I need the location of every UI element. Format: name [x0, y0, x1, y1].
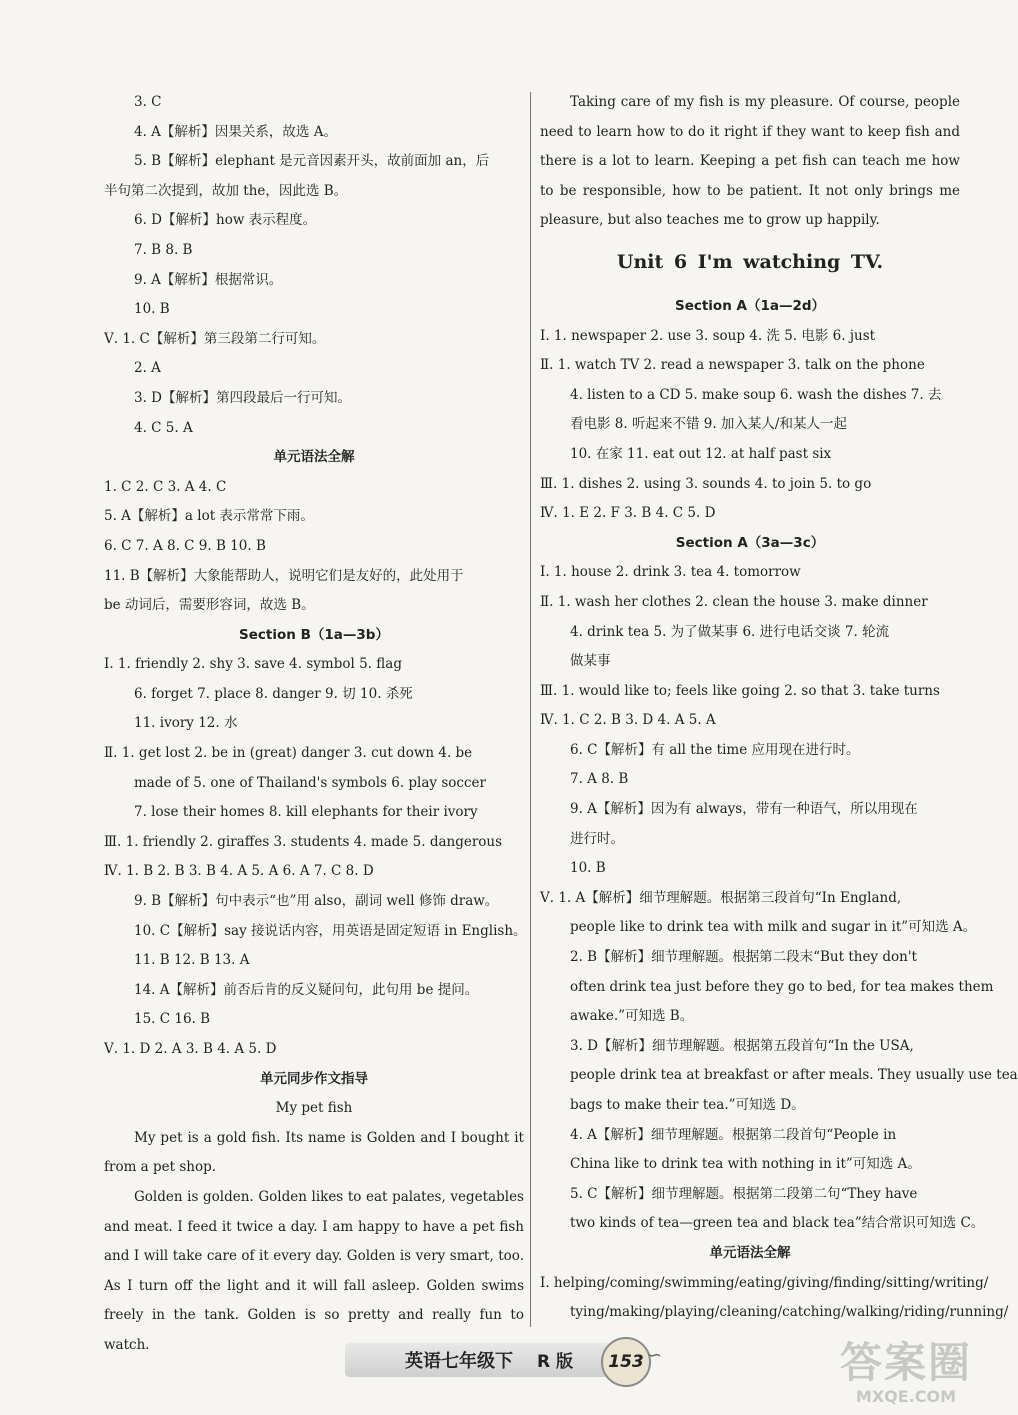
answer-line: Ⅰ. helping/coming/swimming/eating/giving/finding/sitting/writing/: [540, 1274, 989, 1291]
edition-label: R 版: [537, 1352, 574, 1372]
answer-line: Ⅰ. 1. house 2. drink 3. tea 4. tomorrow: [540, 564, 801, 581]
answer-line: China like to drink tea with nothing in it”可知选 A。: [570, 1156, 921, 1173]
essay-title: My pet fish: [275, 1100, 353, 1117]
answer-line: often drink tea just before they go to bed, for tea makes them: [570, 978, 994, 995]
answer-line: 10. B: [134, 301, 170, 318]
answer-line: 6. D【解析】how 表示程度。: [134, 212, 317, 229]
answer-line: Ⅱ. 1. get lost 2. be in (great) danger 3. cut down 4. be: [104, 745, 473, 762]
answer-line: 4. A【解析】因果关系，故选 A。: [134, 123, 337, 140]
answer-line: 1. C 2. C 3. A 4. C: [104, 478, 227, 495]
answer-line: 3. C: [134, 94, 162, 110]
answer-line: 15. C 16. B: [134, 1011, 211, 1028]
answer-line: 4. C 5. A: [134, 419, 193, 436]
answer-line: Ⅱ. 1. watch TV 2. read a newspaper 3. talk on the phone: [540, 357, 925, 374]
answer-line: Ⅲ. 1. would like to; feels like going 2. so that 3. take turns: [540, 682, 940, 699]
answer-line: people like to drink tea with milk and sugar in it”可知选 A。: [570, 919, 977, 936]
answer-line: 5. C【解析】细节理解题。根据第二段第二句“They have: [570, 1185, 918, 1202]
answer-line: 半句第二次提到，故加 the，因此选 B。: [104, 182, 348, 199]
unit-title: Unit 6 I'm watching TV.: [616, 250, 884, 273]
answer-line: 10. C【解析】say 接说话内容，用英语是固定短语 in English。: [134, 922, 527, 939]
answer-line: Ⅳ. 1. E 2. F 3. B 4. C 5. D: [540, 505, 716, 522]
answer-line: Ⅰ. 1. friendly 2. shy 3. save 4. symbol 5. flag: [104, 656, 402, 673]
answer-line: 4. listen to a CD 5. make soup 6. wash the dishes 7. 去: [570, 386, 942, 403]
answer-line: made of 5. one of Thailand's symbols 6. play soccer: [134, 774, 486, 791]
section-heading: 单元语法全解: [273, 449, 355, 466]
answer-line: 14. A【解析】前否后肯的反义疑问句，此句用 be 提问。: [134, 981, 479, 998]
answer-line: two kinds of tea—green tea and black tea”结合常识可知选 C。: [570, 1215, 985, 1232]
answer-line: tying/making/playing/cleaning/catching/walking/riding/running/: [570, 1304, 1009, 1321]
section-heading: Section A（1a—2d）: [674, 297, 826, 314]
answer-line: 2. A: [134, 360, 161, 377]
section-heading: Section B（1a—3b）: [239, 626, 389, 643]
answer-line: bags to make their tea.”可知选 D。: [570, 1097, 805, 1113]
answer-line: 4. drink tea 5. 为了做某事 6. 进行电话交谈 7. 轮流: [570, 623, 890, 640]
essay-paragraph: My pet is a gold fish. Its name is Golden and I bought it from a pet shop.: [104, 1129, 524, 1176]
answer-line: 做某事: [570, 653, 611, 670]
answer-line: Ⅲ. 1. friendly 2. giraffes 3. students 4. made 5. dangerous: [104, 833, 503, 850]
answer-line: 2. B【解析】细节理解题。根据第二段末“But they don't: [570, 949, 917, 966]
answer-line: be 动词后，需要形容词，故选 B。: [104, 597, 315, 614]
answer-line: 9. A【解析】根据常识。: [134, 271, 283, 288]
watermark: [816, 1339, 996, 1411]
answer-line: Ⅴ. 1. D 2. A 3. B 4. A 5. D: [104, 1041, 277, 1057]
answer-line: 3. D【解析】细节理解题。根据第五段首句“In the USA,: [570, 1037, 914, 1054]
answer-line: awake.”可知选 B。: [570, 1008, 694, 1025]
answer-line: Ⅴ. 1. A【解析】细节理解题。根据第三段首句“In England,: [540, 889, 902, 906]
answer-line: 10. B: [570, 860, 606, 877]
answer-line: Ⅳ. 1. B 2. B 3. B 4. A 5. A 6. A 7. C 8. D: [104, 863, 374, 880]
answer-line: 7. A 8. B: [570, 771, 629, 788]
answer-line: people drink tea at breakfast or after meals. They usually use tea: [570, 1067, 1018, 1084]
section-heading: Section A（3a—3c）: [675, 534, 825, 551]
answer-line: 5. A【解析】a lot 表示常常下雨。: [104, 508, 314, 525]
answer-line: 3. D【解析】第四段最后一行可知。: [134, 389, 351, 406]
answer-line: 7. B 8. B: [134, 241, 193, 258]
column-divider: [530, 92, 531, 1327]
answer-line: 5. B【解析】elephant 是元音因素开头，故前面加 an，后: [134, 153, 490, 170]
answer-line: Ⅰ. 1. newspaper 2. use 3. soup 4. 洗 5. 电影 6. just: [540, 327, 876, 344]
section-heading: 单元同步作文指导: [260, 1070, 368, 1087]
swirl-ornament-icon: ∽: [647, 1345, 663, 1366]
left-column: [104, 88, 527, 1361]
answer-line: 4. A【解析】细节理解题。根据第二段首句“People in: [570, 1126, 897, 1143]
answer-line: Ⅱ. 1. wash her clothes 2. clean the house 3. make dinner: [540, 593, 928, 610]
watermark-url: MXQE.COM: [855, 1387, 957, 1406]
answer-line: 6. C【解析】有 all the time 应用现在进行时。: [570, 741, 860, 758]
answer-line: 11. B【解析】大象能帮助人，说明它们是友好的，此处用于: [104, 567, 464, 584]
answer-line: 进行时。: [570, 830, 624, 847]
answer-line: 7. lose their homes 8. kill elephants for their ivory: [134, 804, 478, 821]
watermark-logo: 答案圈: [839, 1338, 972, 1387]
answer-line: 6. C 7. A 8. C 9. B 10. B: [104, 537, 266, 554]
section-heading: 单元语法全解: [709, 1244, 791, 1261]
answer-line: Ⅲ. 1. dishes 2. using 3. sounds 4. to join 5. to go: [540, 475, 872, 492]
page-number: 153: [601, 1337, 651, 1387]
answer-line: 9. B【解析】句中表示“也”用 also，副词 well 修饰 draw。: [134, 893, 499, 910]
answer-line: 11. ivory 12. 水: [134, 715, 238, 732]
answer-line: 6. forget 7. place 8. danger 9. 切 10. 杀死: [134, 685, 413, 702]
essay-paragraph: Taking care of my fish is my pleasure. Of course, people need to learn how to do it right if they want to keep fish and there is a lot to learn. Keeping a pet fish can teach me how to be responsible, how to be patient. It not only brings me pleasure, but also teaches me to grow up happily.: [540, 94, 960, 229]
answer-line: Ⅳ. 1. C 2. B 3. D 4. A 5. A: [540, 712, 716, 729]
right-column: [540, 88, 1018, 1328]
answer-line: 看电影 8. 听起来不错 9. 加入某人/和某人一起: [570, 416, 847, 433]
answer-line: 11. B 12. B 13. A: [134, 952, 250, 969]
book-title: 英语七年级下: [405, 1351, 513, 1372]
page-footer: [345, 1337, 675, 1389]
answer-line: Ⅴ. 1. C【解析】第三段第二行可知。: [104, 330, 326, 347]
answer-line: 9. A【解析】因为有 always，带有一种语气，所以用现在: [570, 801, 918, 818]
essay-paragraph: Golden is golden. Golden likes to eat palates, vegetables and meat. I feed it twice a day. I am happy to have a pet fish and I will take care of it every day. Golden is very smart, too. As I turn off the light and it will fall asleep. Golden swims freely in the tank. Golden is so pretty and really fun to watch.: [104, 1188, 524, 1353]
answer-line: 10. 在家 11. eat out 12. at half past six: [570, 445, 832, 462]
